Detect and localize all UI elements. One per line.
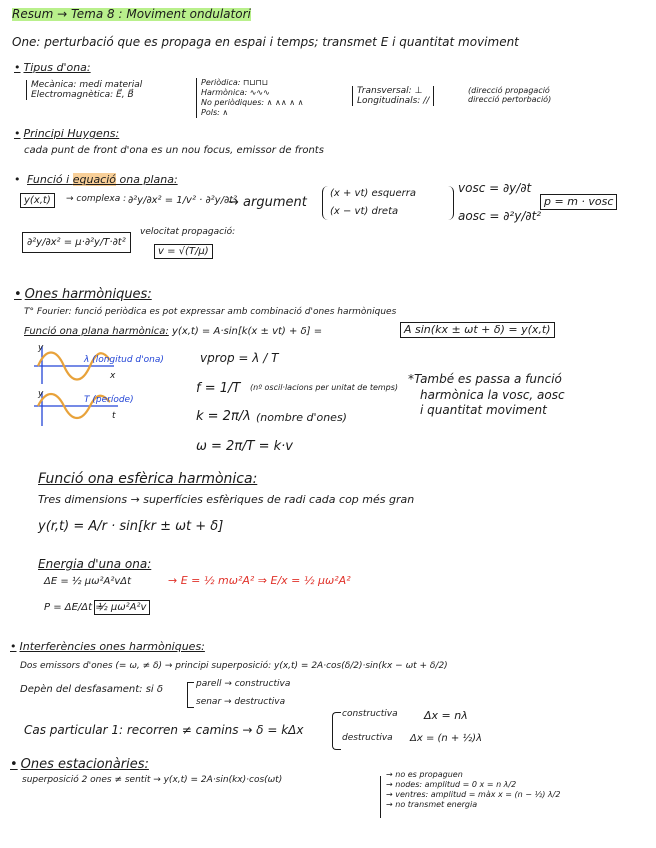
prop-ventres: → ventres: amplitud = màx x = (n − ½) λ/2 [386, 790, 561, 799]
wavenumber-equation: k = 2π/λ [196, 409, 251, 424]
tipus-group-1 [26, 80, 142, 100]
graph2-axis-x: t [112, 411, 116, 421]
funcio-heading-b: ona plana: [116, 173, 178, 186]
omega-equation: ω = 2π/T = k·v [196, 439, 293, 454]
y-function-box: y(x,t) [20, 193, 55, 208]
prop-nodes-text: nodes: amplitud = 0 x = n λ/2 [395, 780, 517, 789]
energia-heading: Energia d'una ona: [38, 557, 152, 571]
note-direccio-pertorbacio: direcció pertorbació) [468, 95, 552, 104]
prop-no-propaguen: → no es propaguen [386, 770, 463, 779]
prop-no-propaguen-text: no es propaguen [395, 770, 463, 779]
page-title: Resum → Tema 8 : Moviment ondulatori [12, 7, 251, 21]
destructiva-label: destructiva [342, 733, 393, 743]
wavelength-graph [34, 343, 154, 386]
senar-label: senar → destructiva [196, 697, 286, 707]
interferencies-line1: Dos emissors d'ones (= ω, ≠ δ) → principi superposició: y(x,t) = 2A·cos(δ/2)·sin(kx − ωt + δ/2) [20, 661, 448, 671]
interferencies-heading: • Interferències ones harmòniques: [10, 641, 205, 653]
prop-nodes: → nodes: amplitud = 0 x = n λ/2 [386, 780, 517, 789]
vprop-equation: vprop = λ / T [200, 351, 279, 365]
cas-bracket [332, 712, 341, 750]
prop-no-energia: → no transmet energia [386, 800, 478, 809]
esferica-equation: y(r,t) = A/r · sin[kr ± ωt + δ] [38, 519, 224, 534]
esferica-heading: Funció ona esfèrica harmònica: [38, 471, 258, 487]
tipus-group-3 [352, 86, 434, 106]
graph1-axis-y: y [38, 343, 44, 353]
funcio-harmonica-box: A sin(kx ± ωt + δ) = y(x,t) [400, 322, 555, 338]
constructiva-equation: Δx = nλ [424, 709, 468, 722]
frequency-note: (nº oscil·lacions per unitat de temps) [250, 383, 399, 392]
wavenumber-note: (nombre d'ones) [256, 411, 347, 424]
esquerra-label: (x + vt) esquerra [330, 188, 417, 199]
wavelength-label: λ (longitud d'ona) [84, 355, 164, 365]
harmonic-note [408, 372, 565, 419]
estacionaries-props [386, 770, 560, 810]
tipus-periodica: Periòdica: ⊓⊔⊓⊔ [201, 78, 268, 87]
funcio-harmonica-line [24, 326, 322, 337]
tipus-electromagnetica: Electromagnètica: E⃗, B⃗ [31, 90, 134, 100]
tipus-group-2 [196, 78, 304, 118]
note-line-2: harmònica la vosc, aosc [420, 387, 565, 402]
interferencies-line2: Depèn del desfasament: si δ [20, 684, 164, 695]
prop-ventres-text: ventres: amplitud = màx x = (n − ½) λ/2 [395, 790, 561, 799]
velocitat-label: velocitat propagació: [140, 227, 236, 237]
prop-no-energia-text: no transmet energia [395, 800, 478, 809]
funcio-heading [14, 174, 178, 186]
argument-bracket [322, 186, 454, 220]
frequency-equation: f = 1/T [196, 381, 241, 396]
power-box: ½ μω²A²v [94, 600, 150, 615]
tipus-harmonica: Harmònica: ∿∿∿ [201, 88, 270, 97]
funcio-heading-a: Funció i [27, 173, 73, 186]
constructiva-label: constructiva [342, 709, 398, 719]
tipus-transversal: Transversal: ⊥ [357, 86, 423, 96]
energia-red-chain: → E = ½ mω²A² ⇒ E/x = ½ μω²A² [168, 574, 351, 587]
estacionaries-line: superposició 2 ones ≠ sentit → y(x,t) = 2A·sin(kx)·cos(ωt) [22, 775, 283, 785]
destructiva-equation: Δx = (n + ½)λ [410, 733, 482, 744]
string-equation-box: ∂²y/∂x² = μ·∂²y/T·∂t² [22, 232, 131, 253]
note-direccio-propagacio: (direcció propagació [468, 86, 550, 95]
period-label: T (període) [84, 395, 134, 405]
estacionaries-heading: • Ones estacionàries: [10, 758, 149, 772]
funcio-harmonica-eq: y(x,t) = A·sin[k(x ± vt) + δ] = [172, 326, 323, 337]
dreta-label: (x − vt) dreta [330, 206, 399, 217]
tipus-no-periodiques: No periòdiques: ∧ ∧∧ ∧ ∧ [201, 98, 304, 107]
argument-label: → argument [228, 195, 307, 210]
fourier-line: T° Fourier: funció periòdica es pot expressar amb combinació d'ones harmòniques [24, 307, 397, 317]
tipus-mecanica: Mecànica: medi material [31, 80, 143, 90]
wave-equation: ∂²y/∂x² = 1/v² · ∂²y/∂t² [128, 195, 238, 206]
energia-delta: ΔE = ½ μω²A²vΔt [44, 576, 132, 587]
tipus-heading: • Tipus d'ona: [14, 62, 91, 74]
tipus-pols: Pols: ∧ [201, 108, 229, 117]
huygens-text: cada punt de front d'ona es un nou focus, emissor de fronts [24, 145, 324, 156]
graph1-axis-x: x [110, 371, 116, 381]
note-line-3: i quantitat moviment [420, 403, 547, 418]
complex-label: → complexa : [66, 194, 127, 204]
harmoniques-heading: • Ones harmòniques: [14, 288, 152, 302]
note-line-1: *També es passa a funció [408, 372, 562, 386]
graph2-axis-y: y [38, 389, 44, 399]
funcio-heading-highlight: equació [72, 173, 117, 186]
funcio-harmonica-label: Funció ona plana harmònica: [24, 326, 169, 337]
huygens-heading: • Principi Huygens: [14, 128, 119, 140]
power-label: P = ΔE/Δt = [44, 602, 104, 613]
momentum-box: p = m · vosc [540, 194, 617, 210]
definition-line: One: perturbació que es propaga en espai i temps; transmet E i quantitat moviment [12, 35, 519, 49]
vosc-equation: vosc = ∂y/∂t [458, 181, 532, 195]
desfasament-bracket [187, 682, 194, 708]
esferica-text: Tres dimensions → superfícies esfèriques de radi cada cop més gran [38, 493, 415, 506]
velocitat-box: v = √(T/μ) [154, 244, 213, 259]
tipus-notes [468, 86, 551, 104]
parell-label: parell → constructiva [196, 679, 291, 689]
aosc-equation: aosc = ∂²y/∂t² [458, 209, 542, 223]
cas-particular-line: Cas particular 1: recorren ≠ camins → δ = kΔx [24, 723, 304, 737]
tipus-longitudinals: Longitudinals: // [357, 96, 430, 106]
